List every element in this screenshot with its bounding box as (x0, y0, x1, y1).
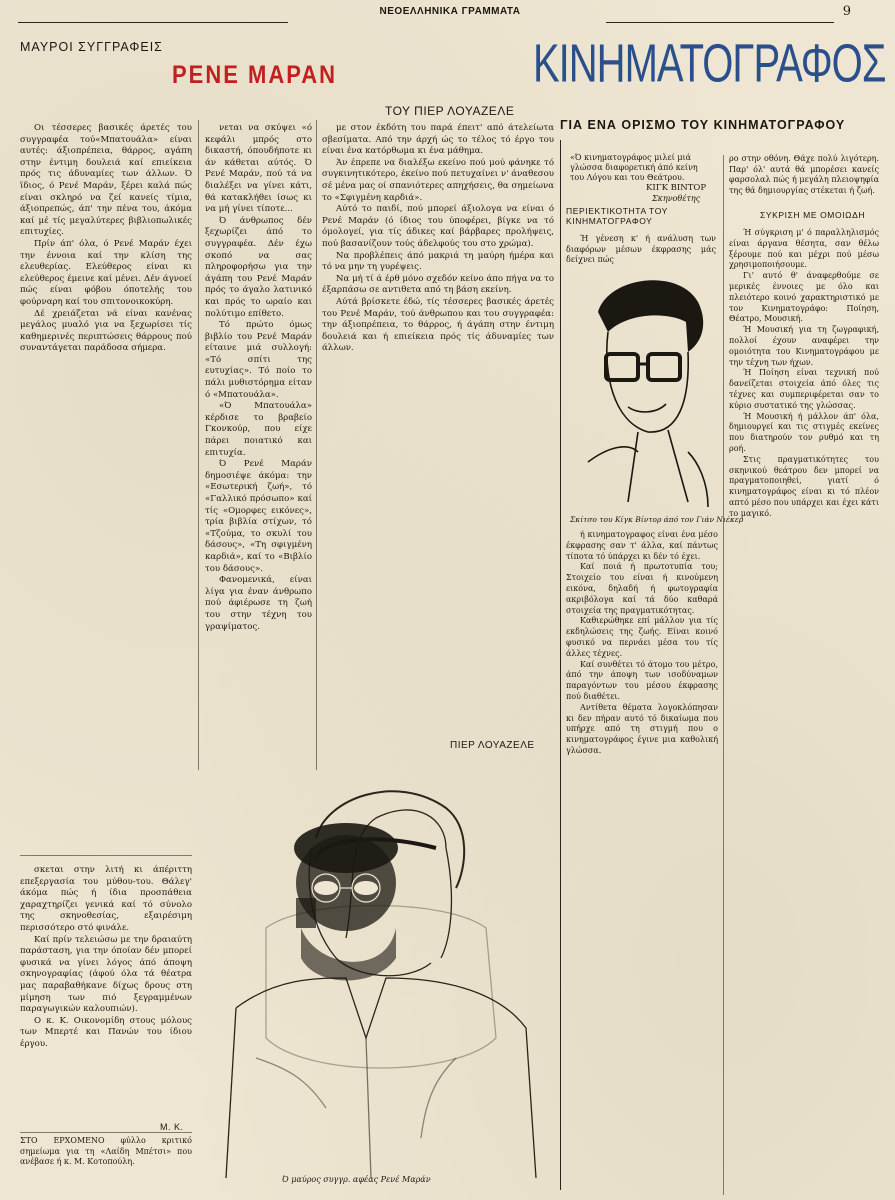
cartoon-caption: Σκίτσο του Κίγκ Βίντορ άπό τον Γιάν Νιέκερ (570, 515, 744, 524)
initials: Μ. Κ. (160, 1122, 184, 1132)
portrait-caption: Ό μαύρος συγγρ. αφέας Ρενέ Μαράν (282, 1175, 431, 1184)
paragraph: Άν έπρεπε να διαλέξω εκείνο πού μού φάνηκε τό συγκινητικότερο, έκείνο πού πετυχαίνει ν' άναθεσου σέ μένα μας οί σπανιότερες απηχήσεις, θα σημείωνα το «Σφιγμένη καρδιά». (322, 157, 554, 203)
paragraph: Να προβλέπεις άπό μακριά τη μαύρη ήμέρα και τό να μην τη γυρέψεις. (322, 250, 554, 273)
article1-lower-column (20, 865, 192, 1125)
paragraph: Καθιερώθηκε επί μάλλον για τίς εκδηλώσεις της ζωής. Είναι κοινό φυσικό να περνάει μέσα του τίς άλλες τέχνες. (566, 616, 718, 658)
paragraph: Οι τέσσερες βασικές άρετές του συγγραφέα τού«Μπατουάλα» είναι αυτές: άξιοπρέπεια, θάρρος, αγάπη στην έντιμη δουλειά καί επιείκεια πρός τις άδυναμίες των άλλων. Ό ϊδιος, ό Ρενέ Μαράν, ξέρει καλά πώς είναι σκληρό να ζεί κανείς τίμια, άξιοπρεπώς, άπ' την πένα του, άκόμα καί μέ τίς μεγαλύτερες βιβλιοπωλικές επιτυχίες. (20, 123, 192, 238)
next-issue-text: ΣΤΟ ΕΡΧΟΜΕΝΟ φύλλο κριτικό σημείωμα για τη «Λαίδη Μπέτσι» που ανέβασε ή κ. Μ. Κοτοπούλη. (20, 1136, 192, 1166)
column-divider (198, 120, 199, 770)
paragraph: Ή Ποίηση είναι τεχνική πού δανείζεται στοιχεία άπό όλες τις τέχνες και συμπεριφέρεται σαν το κύριο συστατικό της γλώσσας. (729, 368, 879, 410)
paragraph: Πρίν άπ' όλα, ό Ρενέ Μαράν έχει την έννοια καί την κλίση της ελευθερίας. Ελεύθερος είναι κι ελεύθερος έμεινε καί μένει. Δέν άγνοεί πώς είναι φόβου όποτελής του φούρναρη καί του σπιτονοικοκύρη. (20, 238, 192, 307)
paragraph: Καί ποιά ή πρωτοτυπία του; Στοιχείο του είναι ή κινούμενη εικόνα, δηλαδή ή φωτογραφία ακριβόλογα καί τά δύο καθαρά στοιχεία της πραγματικότητας. (566, 562, 718, 615)
portrait-illustration (196, 778, 556, 1178)
paragraph: Αντίθετα θέματα λογοκλόπησαν κι δεν πήραν αυτό τό δικαίωμα που υπήρχε από τη στιγμή που ο κινηματογράφος έγινε μια καθολική γλώσσα. (566, 702, 718, 755)
header-rule-left (18, 22, 288, 23)
paragraph: Ή Μουσική ή μάλλον άπ' όλα, δημιουργεί και τις στιγμές εκείνες που διατηρούν τον ρυθμό και τη ροή. (729, 411, 879, 453)
paragraph: Ό Ρενέ Μαράν δημοσιέψε άκόμα: την «Εσωτερική ζωή», τό «Γαλλικό πρόσωπο» καί τίς «Ομορφες εικόνες», τρία βιβλία στίχων, τό «Τζούμα, το σκυλί του δάσους», «Τη σφιγμένη καρδιά», καί το «Βιβλίο του δάσους». (205, 459, 312, 574)
caricature-sketch-icon (568, 262, 718, 512)
paragraph: ή κινηματογραφος είναι ένα μέσο έκφρασης σαν τ' άλλα, καί πάντως τίποτα τό ύπάρχει κι δέν τό έχει. (566, 530, 718, 561)
section-label: ΜΑΥΡΟΙ ΣΥΓΓΡΑΦΕΙΣ (20, 40, 163, 54)
paragraph: Αύτό το παιδί, πού μπορεί άξιολογα να είναι ό Ρενέ Μαράν (ό ίδιος του ύποφέρει, βίγκε να τό όμολογεί, για τίς άδικες καί βάρβαρες προλήψεις, πού βασανίζουν τούς άδελφούς του στο χρώμα). (322, 204, 554, 249)
paragraph: Ή γένεση κ' ή ανάλυση των διαφόρων μέσων έκφρασης μάς δείχνει πώς (566, 234, 716, 264)
paragraph: Φανομενικά, είναι λίγα για έναν άνθρωπο πού άφιέρωσε τη ζωή του στην τέχνη του γραψίματος. (205, 575, 312, 632)
article1-column-1 (20, 123, 192, 773)
next-issue-note (20, 1136, 192, 1168)
paragraph: νεται να σκύψει «ό κεφάλι μπρός στο δικαστή, όπουδήποτε κι άν κάθεται αύτός. Ό Ρενέ Μαράν, πού τά να διαλέξει να γίνει κάτι, θά κατακλήθει ίσως κι να μή γίνει τίποτε... (205, 123, 312, 215)
article1-signature: ΠΙΕΡ ΛΟΥΑΖΕΛΕ (450, 740, 535, 751)
paragraph: με στον έκδότη του παρά έπειτ' από άτελείωτα σβεσίματα. Από την άρχή ώς το τέλος τό έργο του είναι ένα κατόρθωμα κι ένα μάθημα. (322, 123, 554, 157)
article1-title: ΡΕΝΕ ΜΑΡΑΝ (172, 60, 338, 89)
article1-byline: ΤΟΥ ΠΙΕΡ ΛΟΥΑΖΕΛΕ (385, 104, 515, 118)
paragraph: «Ό Μπατουάλα» κέρδισε το βραβείο Γκονκούρ, που είχε πάρει ποιατικό και επιτυχία. (205, 401, 312, 458)
paragraph: Ο κ. Κ. Οικονομίδη στους μόλους των Μπερτέ και Πανών του ίδιου έργου. (20, 1015, 192, 1049)
paragraph: Ή Μουσική για τη ζωγραφική, πολλοί έχουν αναφέρει την ομοιότητα του Κινηματογράφου με την τέχνη των ήχων. (729, 325, 879, 367)
portrait-sketch-icon (196, 778, 556, 1178)
masthead: ΝΕΟΕΛΛΗΝΙΚΑ ΓΡΑΜΜΑΤΑ (379, 6, 521, 17)
paragraph: σκεται στην λιτή κι άπέριττη επεξεργασία του μύθου-του. Θάλεγ' άκόμα πώς ή ίδια προσπάθεια χαραχτηρίζει γενικά καί τό σύνολο της σκηνοθεσίας, εξαιρέσιμη περισσότερο στό φινάλε. (20, 865, 192, 933)
section-rule (20, 855, 192, 856)
paragraph: Δέ χρειάζεται νά είναι κανένας μεγάλος μυαλό για να ξεχωρίσει τίς καθημερινές περιπτώσεις θάρρους πού συναντάγεται παράδοσα σήμερα. (20, 308, 192, 354)
section-rule (20, 1132, 192, 1133)
epigraph: «Ό κινηματογράφος μιλεί μιά γλώσσα διαφορετική άπό κείνη του Λόγου και του Θεάτρου. (570, 153, 698, 182)
article2-right-intro (729, 154, 879, 196)
paragraph: Στις πραγματικότητες του σκηνικού θεάτρου δεν μπορεί να πραγματοποιηθεί, γιατί ό κινηματογράφος είναι κι τό πλέον απτό μέσο που υπάρχει και έχει κάτι το μαγικό. (729, 454, 879, 518)
article1-column-2 (205, 123, 312, 773)
page-number: 9 (842, 4, 851, 19)
paragraph: Αύτά βρίσκετε έδώ, τίς τέσσερες βασικές άρετές του Ρενέ Μαράν, τού άνθρωπου και του συγγραφέα: την άξιοπρέπεια, το θάρρος, ή άγάπη στην έντιμη δουλειά και ή επιείκεια πρός τίς άδυναμίες των άλλων. (322, 296, 554, 354)
header-rule-right (606, 22, 834, 23)
cartoon-illustration (568, 262, 718, 512)
article2-title: ΚΙΝΗΜΑΤΟΓΡΑΦΟΣ (533, 34, 886, 94)
column-divider (723, 155, 724, 1195)
article2-subtitle: ΓΙΑ ΕΝΑ ΟΡΙΣΜΟ ΤΟΥ ΚΙΝΗΜΑΤΟΓΡΑΦΟΥ (560, 118, 846, 132)
paragraph: Καί πρίν τελειώσω με την δραιαύτη παράσταση, για την όποίαν δέν μπορεί φυσικά να γίνει λόγος άπό άποψη σκηνογραφίας (άφού όλα τά θέατρα μας παραβαθήκανε δίχως δρους στη μίμηση των πιό ξεγραμμένων παραγωγικών καλουπιών). (20, 934, 192, 1015)
paragraph: Να μή τί ά έρθ μόνο σχεδόν κείνο άπο πήγα να το έξαρπάσω σε αντιθετα από τη βάση εκείνη. (322, 273, 554, 296)
subhead-left: ΠΕΡΙΕΚΤΙΚΟΤΗΤΑ ΤΟΥ ΚΙΝΗΜΑΤΟΓΡΑΦΟΥ (566, 206, 668, 226)
article1-column-3 (322, 123, 554, 723)
paragraph: Ή σύγκριση μ' ό παραλληλισμός είναι άργανα θέσητα, σαν θέλω ξέρουμε πού και μέχρι πού μέσω χρησιμοποιήσουμε. (729, 228, 879, 270)
column-divider (316, 120, 317, 770)
paragraph: Τό πρώτο όμως βιβλίο του Ρενέ Μαράν είταινε μιά συλλογή: «Τό σπίτι της ευτυχίας». Τό ποίο το πάλι μυθιστόρημα είταν ό «Μπατουάλα». (205, 320, 312, 400)
paragraph: Ό άνθρωπος δέν ξεχωρίζει άπό το συγγραφέα. Δέν έχω σκοπό να σας πληροφορήσω για την άγάπη του Ρενέ Μαράν πρός το άγαλο λατινικό και πρός το ωραίο και πολύτιμο επίθετο. (205, 215, 312, 319)
paragraph: ρο στην οθόνη. Θάχε πολύ λιγότερη. Παρ' όλ' αυτά θά μπορέσει κανείς φαρσολαλ πώς ή μεγάλη πλειοψηφία της θά δημιουργίας στέκεται ή ζωή. (729, 154, 879, 195)
article2-intro (566, 234, 716, 266)
paragraph: Γι' αυτό θ' άναφερθούμε σε μερικές έννοιες με όλο και πλειότερο κοινό χαρακτηριστικό με τον Κινηματογράφο: Ποίηση, Θέατρο, Μουσική. (729, 271, 879, 324)
epigraph-role: Σκηνοθέτης (652, 194, 701, 203)
article2-column-mid (566, 530, 718, 1190)
article2-column-right (729, 228, 879, 1188)
epigraph-author: ΚΙΓΚ ΒΙΝΤΟΡ (646, 183, 707, 193)
article-divider (560, 140, 561, 1190)
paragraph: Καί συνθέτει τό άτομο του μέτρο, άπό την άποψη των ισοδύναμων παραγόντων του μέσου έκφρασης πού διαθέτει. (566, 659, 718, 701)
subhead-right: ΣΥΚΡΙΣΗ ΜΕ ΟΜΟΙΩΔΗ (760, 210, 866, 220)
